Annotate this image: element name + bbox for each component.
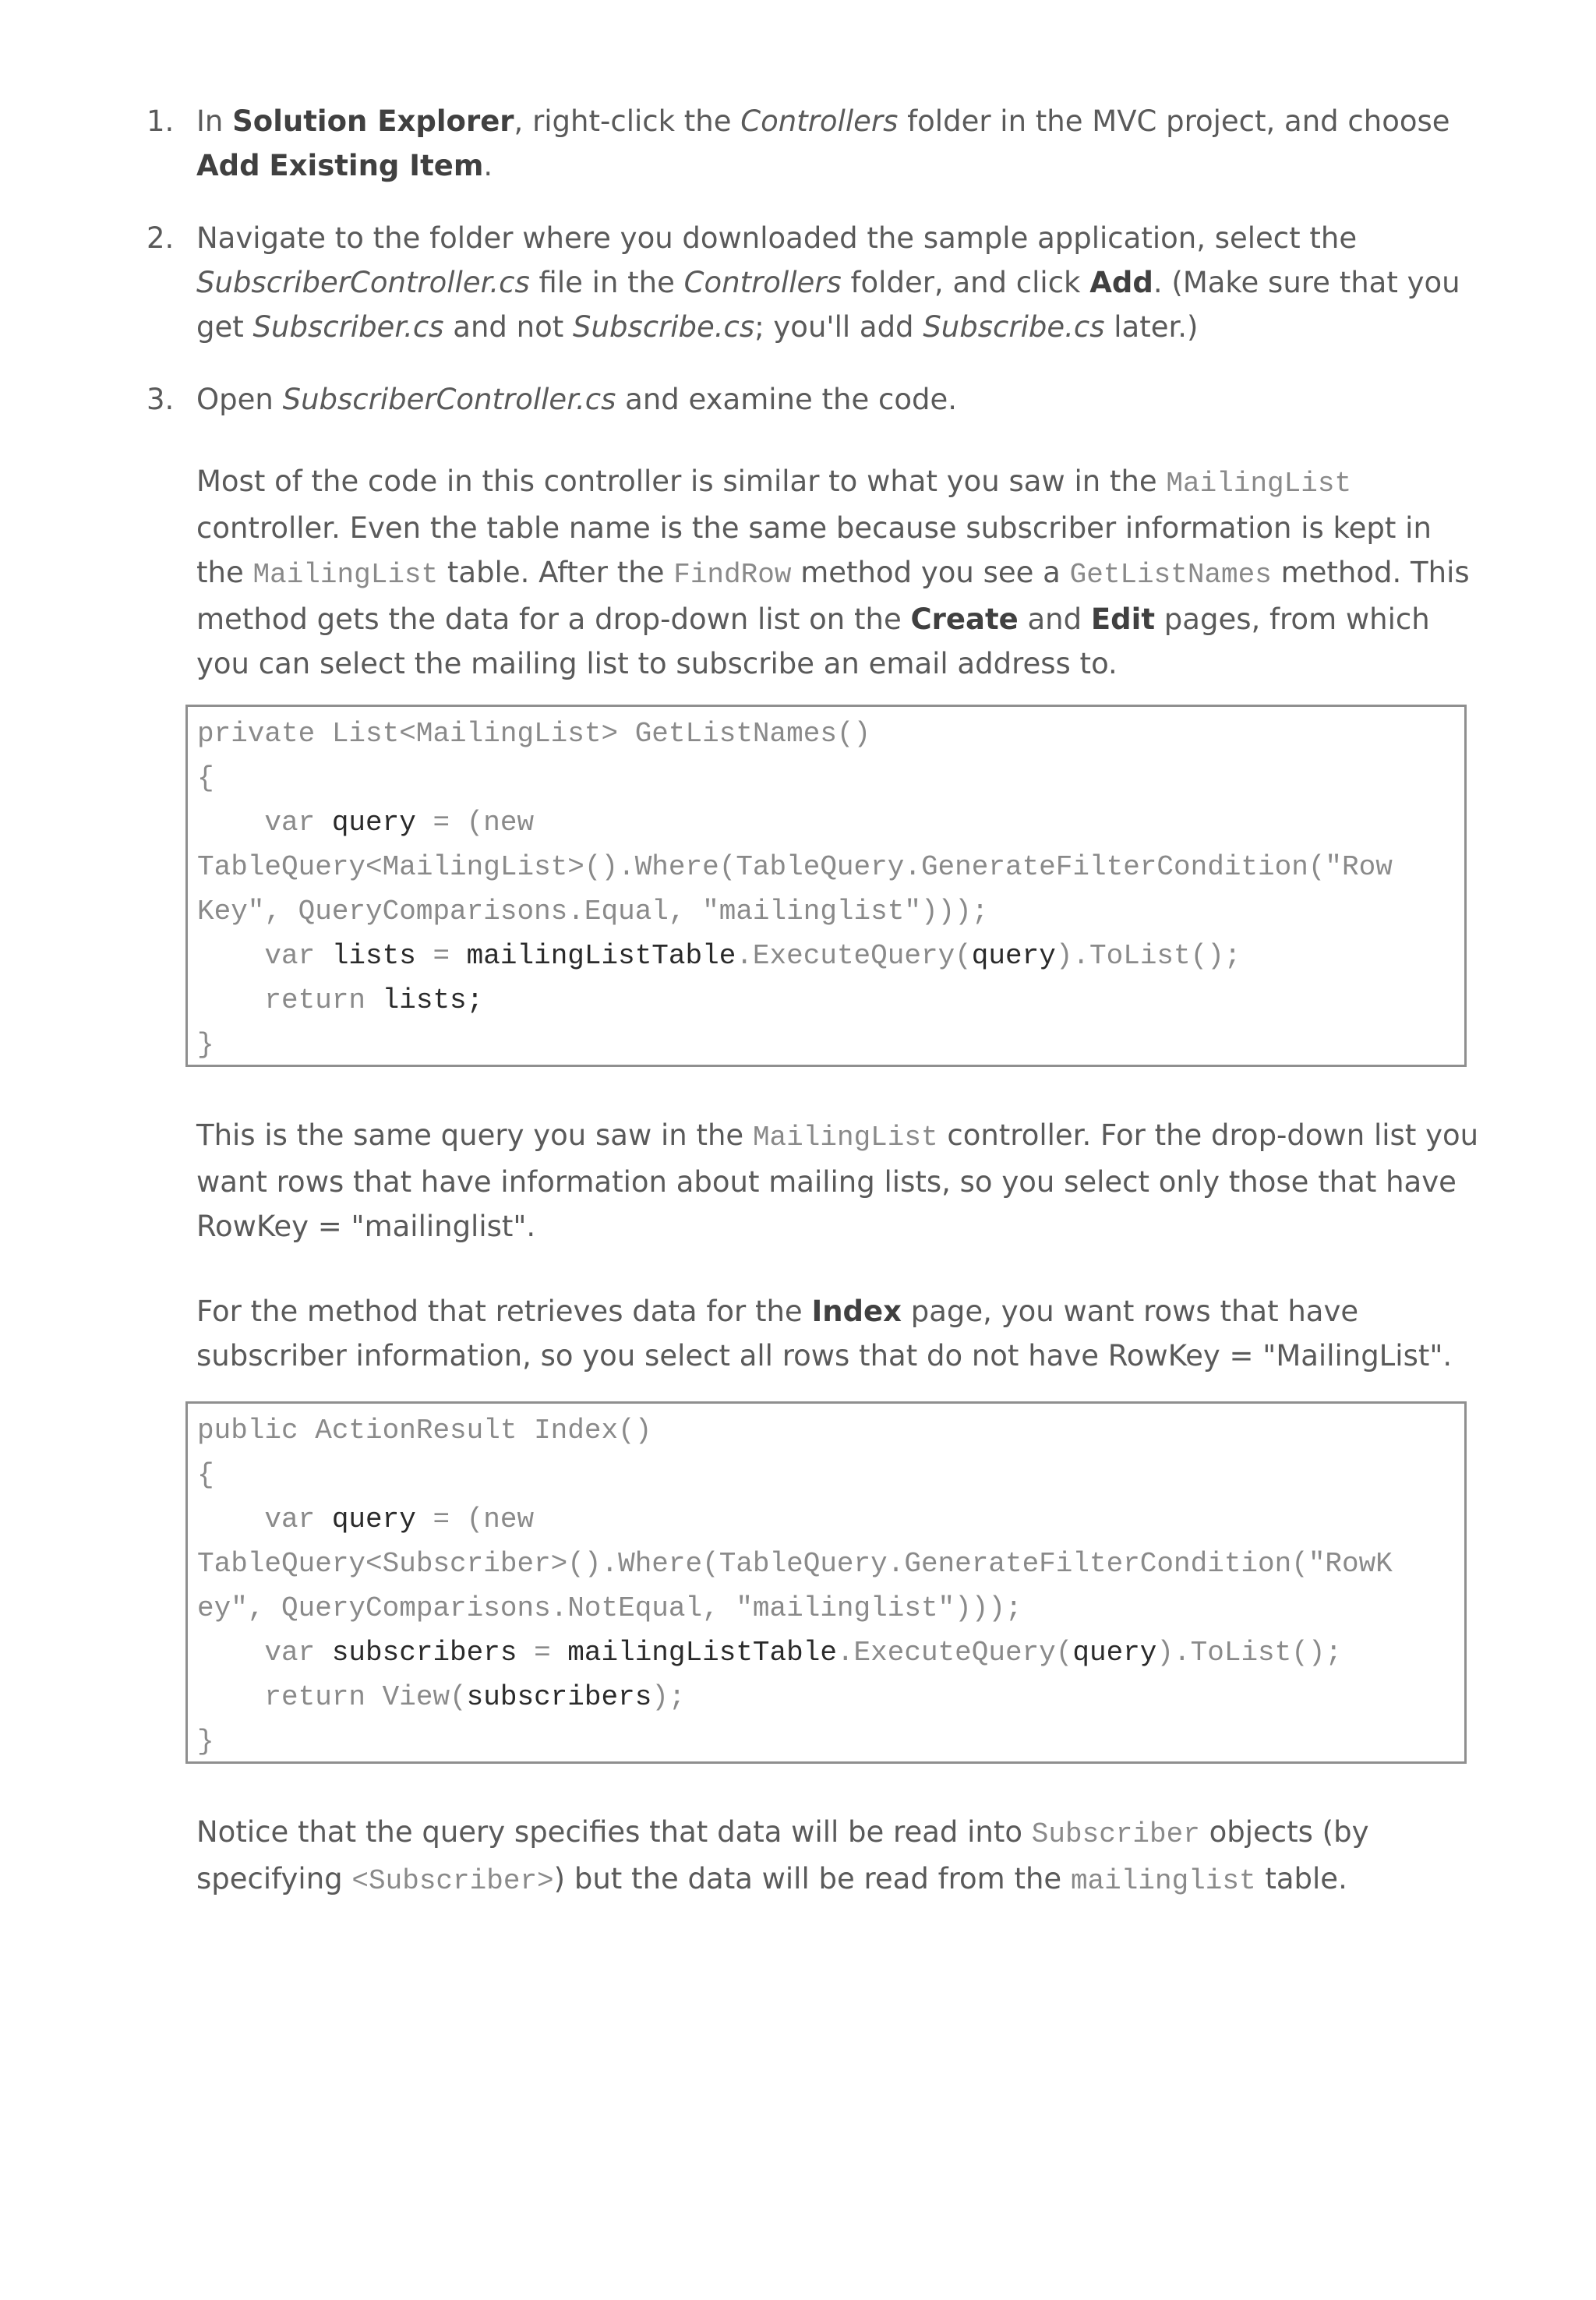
file-name: Subscriber.cs [252,310,444,344]
step-text: Navigate to the folder where you downloaded the sample application, select the SubscriberController.cs file in the Controllers folder, and click Add. (Make sure that you get Subscriber.cs and not Subscribe.cs; you'll add Subscribe.cs later.) [196,221,1460,344]
inline-code: GetListNames [1069,559,1272,591]
inline-code: <Subscriber> [351,1865,554,1897]
paragraph-index-method: For the method that retrieves data for the Index page, you want rows that have subscriber information, so you select all rows that do not have RowKey = "MailingList". [196,1295,1453,1373]
paragraph-same-query: This is the same query you saw in the MailingList controller. For the drop-down list you want rows that have information about mailing lists, so you select only those that have RowKey = "mailinglist". [196,1118,1479,1243]
ui-term: Edit [1090,602,1156,636]
step-number: 3. [147,383,175,416]
inline-code: MailingList [1166,468,1352,500]
file-name: Subscribe.cs [923,310,1105,344]
code-block-index: public ActionResult Index() { var query = (new TableQuery<Subscriber>().Where(TableQuery.GenerateFilterCondition("RowK ey", QueryComparisons.NotEqual, "mailinglist"))); var subscribers = mailingListTable.ExecuteQuery(query).ToList(); return View(subscribers); } [185,1401,1467,1764]
step-text: In Solution Explorer, right-click the Controllers folder in the MVC project, and choose Add Existing Item. [196,104,1450,182]
paragraph-subscriber-objects: Notice that the query specifies that data will be read into Subscriber objects (by specifying <Subscriber>) but the data will be read from the mailinglist table. [196,1815,1369,1897]
file-name: Subscribe.cs [573,310,755,344]
inline-code: FindRow [673,559,792,591]
ui-term: Solution Explorer [232,104,514,138]
ui-term: Add [1089,266,1153,299]
inline-code: Subscriber [1031,1818,1200,1850]
file-name: SubscriberController.cs [196,266,530,299]
paragraph-controller-overview: Most of the code in this controller is similar to what you saw in the MailingList controller. Even the table name is the same because subscriber information is kept in the MailingList table. After the FindRow method you see a GetListNames method. This method gets the data for a drop-down list on the Create and Edit pages, from which you can select the mailing list to subscribe an email address to. [196,465,1470,680]
step-number: 1. [147,104,175,138]
ui-term: Add [196,149,260,182]
inline-code: MailingList [752,1122,938,1154]
step-text: Open SubscriberController.cs and examine the code. [196,383,957,416]
folder-name: Controllers [683,266,842,299]
file-name: SubscriberController.cs [282,383,616,416]
folder-name: Controllers [740,104,899,138]
ui-term: Existing Item [269,149,484,182]
ui-term: Index [811,1295,902,1328]
ui-term: Create [910,602,1019,636]
code-block-getlistnames: private List<MailingList> GetListNames() { var query = (new TableQuery<MailingList>().Where(TableQuery.GenerateFilterCondition("Row Key", QueryComparisons.Equal, "mailinglist"))); var lists = mailingListTable.ExecuteQuery(query).ToList(); return lists; } [185,705,1467,1067]
inline-code: mailinglist [1070,1865,1256,1897]
step-number: 2. [147,221,175,255]
inline-code: MailingList [252,559,439,591]
